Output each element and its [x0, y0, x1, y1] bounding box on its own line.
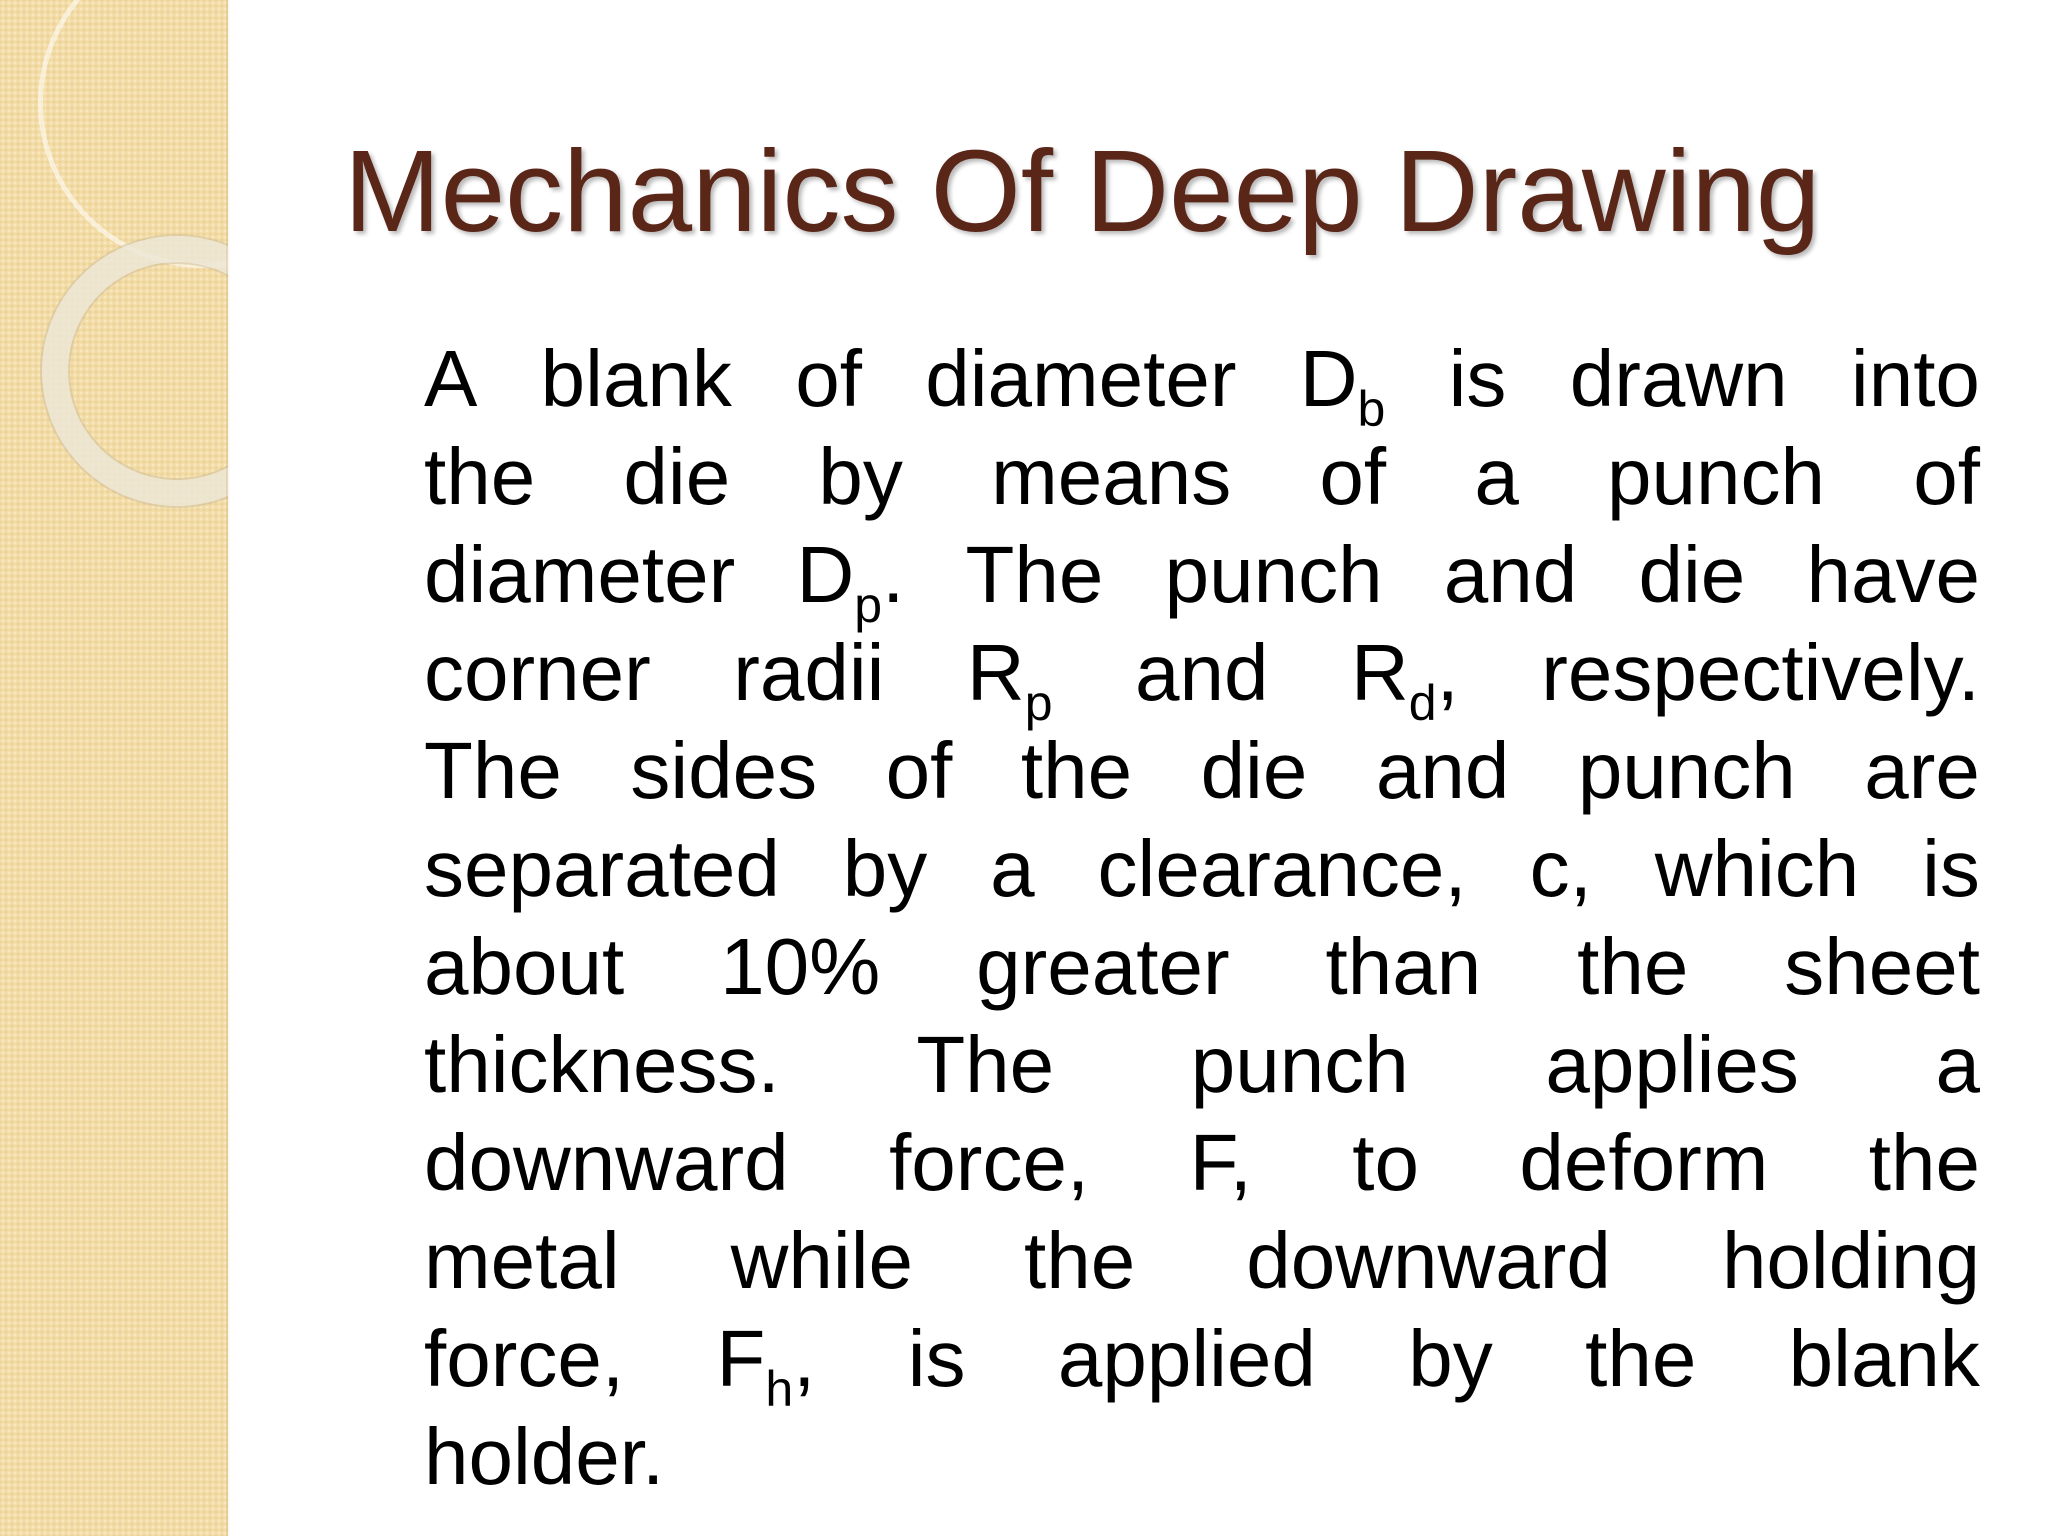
body-word: metal [424, 1216, 620, 1305]
body-line [424, 526, 1980, 633]
body-word: and [1375, 726, 1510, 815]
body-line [424, 330, 1980, 437]
side-band-edge [226, 0, 230, 1536]
body-word: to [1352, 1118, 1419, 1207]
body-word: while [730, 1216, 913, 1305]
body-word: have [1806, 530, 1980, 619]
body-word: by [1408, 1314, 1493, 1403]
body-word: $D_b$ [1299, 334, 1386, 437]
body-word: of [1913, 432, 1980, 521]
body-word: of [1319, 432, 1387, 521]
body-line [424, 1114, 1980, 1212]
body-word: a [1474, 432, 1519, 521]
slide-title: Mechanics Of Deep Drawing [344, 126, 1821, 256]
body-word: is [1922, 824, 1980, 913]
body-word: die [1638, 530, 1746, 619]
body-word: downward [1246, 1216, 1611, 1305]
body-word: corner [424, 628, 651, 717]
body-word: drawn [1569, 334, 1788, 423]
body-word: The [965, 530, 1104, 619]
body-word: A [424, 334, 478, 423]
body-word: diameter [925, 334, 1237, 423]
body-word: the [424, 432, 536, 521]
subscript: h [765, 1361, 794, 1417]
body-word: punch [1164, 530, 1383, 619]
body-word: a [1935, 1020, 1980, 1109]
body-line [424, 918, 1980, 1016]
body-word: downward [424, 1118, 789, 1207]
body-word: holding [1721, 1216, 1980, 1305]
body-word: is [1448, 334, 1507, 423]
body-word: the [1577, 922, 1689, 1011]
decorative-ring-large [38, 0, 228, 268]
body-word: holder. [424, 1412, 665, 1501]
subscript: b [1357, 381, 1386, 437]
body-word: F, [1189, 1118, 1252, 1207]
body-line [424, 1408, 1980, 1506]
body-word: the [1020, 726, 1133, 815]
body-word: The [424, 726, 562, 815]
body-word: c, [1529, 824, 1592, 913]
body-word: $R_p$ [966, 628, 1053, 731]
body-word: $D_p$. [796, 530, 905, 633]
body-word: deform [1519, 1118, 1769, 1207]
body-word: blank [540, 334, 732, 423]
body-word: $R_d$, [1350, 628, 1459, 731]
slide-body-text [424, 330, 1980, 1506]
body-word: radii [733, 628, 885, 717]
body-word: which [1654, 824, 1860, 913]
body-word: die [1200, 726, 1308, 815]
body-word: by [818, 432, 903, 521]
body-word: and [1134, 628, 1269, 717]
decorative-side-band [0, 0, 228, 1536]
body-word: by [842, 824, 928, 913]
body-word: applies [1545, 1020, 1799, 1109]
body-word: force, [424, 1314, 625, 1403]
body-word: about [424, 922, 625, 1011]
body-word: sides [630, 726, 818, 815]
subscript: d [1408, 675, 1437, 731]
body-word: a [990, 824, 1035, 913]
body-word: die [623, 432, 731, 521]
body-word: The [916, 1020, 1055, 1109]
body-word: 10% [720, 922, 881, 1011]
body-word: are [1864, 726, 1980, 815]
body-word: thickness. [424, 1020, 780, 1109]
body-line [424, 1016, 1980, 1114]
body-line [424, 722, 1980, 820]
body-word: separated [424, 824, 780, 913]
body-word: force, [889, 1118, 1090, 1207]
body-word: into [1850, 334, 1980, 423]
body-word: sheet [1784, 922, 1980, 1011]
subscript: p [854, 577, 883, 633]
body-word: of [885, 726, 953, 815]
body-word: is [907, 1314, 966, 1403]
body-word: than [1325, 922, 1482, 1011]
body-word: $F_h$, [716, 1314, 816, 1417]
body-word: greater [976, 922, 1230, 1011]
subscript: p [1024, 675, 1053, 731]
body-line [424, 428, 1980, 526]
body-word: means [991, 432, 1232, 521]
body-word: punch [1607, 432, 1826, 521]
body-word: respectively. [1541, 628, 1980, 717]
body-word: blank [1788, 1314, 1980, 1403]
body-word: punch [1577, 726, 1796, 815]
body-word: clearance, [1097, 824, 1467, 913]
body-line [424, 1310, 1980, 1417]
body-word: the [1024, 1216, 1136, 1305]
body-word: the [1868, 1118, 1980, 1207]
body-line [424, 1212, 1980, 1310]
body-word: and [1443, 530, 1578, 619]
body-line [424, 820, 1980, 918]
body-word: applied [1057, 1314, 1316, 1403]
body-word: of [795, 334, 862, 423]
body-word: punch [1190, 1020, 1409, 1109]
body-word: the [1585, 1314, 1697, 1403]
body-line [424, 624, 1980, 731]
body-word: diameter [424, 530, 736, 619]
decorative-ring-small [42, 236, 228, 506]
